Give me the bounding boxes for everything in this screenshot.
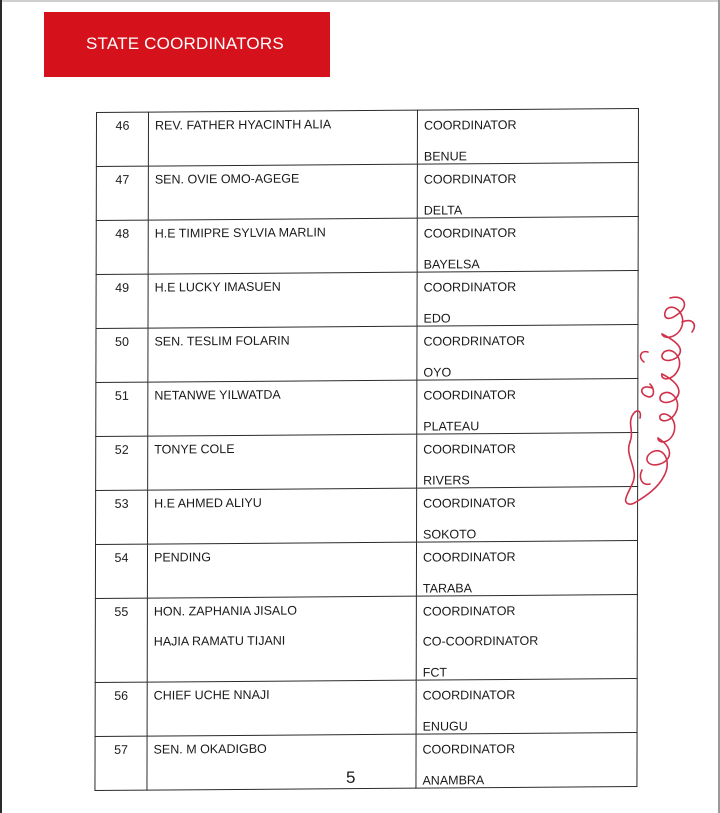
role-cell bbox=[417, 379, 638, 435]
page-edge-left bbox=[0, 0, 2, 813]
role-cell bbox=[416, 733, 637, 789]
state-name: EDO bbox=[423, 311, 451, 326]
name-cell bbox=[148, 164, 417, 220]
person-name: H.E AHMED ALIYU bbox=[154, 495, 262, 511]
role-cell bbox=[417, 163, 638, 219]
name-cell-inner bbox=[149, 219, 417, 241]
name-cell bbox=[148, 218, 417, 274]
name-cell bbox=[148, 434, 417, 490]
person-name: HON. ZAPHANIA JISALO bbox=[153, 603, 297, 619]
name-cell bbox=[148, 110, 417, 166]
row-number: 49 bbox=[96, 274, 148, 328]
coordinators-table bbox=[94, 108, 639, 791]
role-title: COORDINATOR bbox=[422, 741, 516, 757]
table-row bbox=[96, 433, 638, 491]
state-name: DELTA bbox=[423, 203, 463, 218]
role-title: COORDINATOR bbox=[423, 387, 516, 403]
name-cell-inner bbox=[148, 597, 416, 649]
state-name: BAYELSA bbox=[423, 257, 480, 272]
name-cell-inner bbox=[148, 327, 416, 349]
table-row bbox=[96, 109, 638, 167]
name-cell bbox=[148, 272, 417, 328]
role-title: COORDINATOR bbox=[422, 603, 516, 619]
row-number: 57 bbox=[95, 736, 147, 790]
row-number: 53 bbox=[96, 490, 148, 544]
name-cell bbox=[147, 542, 416, 598]
name-cell-inner bbox=[148, 681, 416, 703]
role-title: CO-COORDINATOR bbox=[422, 633, 539, 649]
table-row bbox=[95, 733, 637, 791]
role-cell bbox=[417, 217, 638, 273]
page-edge-top bbox=[0, 0, 720, 2]
name-cell bbox=[148, 488, 417, 544]
person-name: REV. FATHER HYACINTH ALIA bbox=[154, 117, 332, 133]
role-cell bbox=[417, 487, 638, 543]
state-name: FCT bbox=[422, 665, 448, 680]
coordinators-table-wrap bbox=[95, 108, 638, 788]
signature-icon bbox=[612, 292, 712, 514]
row-number: 52 bbox=[96, 436, 148, 490]
table-row bbox=[96, 163, 638, 221]
role-cell bbox=[416, 595, 637, 681]
role-cell bbox=[417, 433, 638, 489]
role-title: COORDINATOR bbox=[423, 171, 517, 187]
name-cell-inner bbox=[149, 111, 417, 133]
name-cell-inner bbox=[148, 489, 416, 511]
name-cell bbox=[147, 596, 416, 682]
name-cell-inner bbox=[148, 381, 416, 403]
role-cell bbox=[416, 679, 637, 735]
header-banner bbox=[44, 12, 330, 77]
person-name: H.E LUCKY IMASUEN bbox=[154, 279, 281, 295]
name-cell-inner bbox=[148, 435, 416, 457]
row-number: 50 bbox=[96, 328, 148, 382]
role-title: COORDINATOR bbox=[423, 441, 516, 457]
person-name: SEN. OVIE OMO-AGEGE bbox=[154, 171, 300, 187]
person-name: HAJIA RAMATU TIJANI bbox=[153, 633, 286, 649]
state-name: PLATEAU bbox=[423, 419, 480, 434]
role-title: COORDRINATOR bbox=[423, 333, 526, 349]
person-name: CHIEF UCHE NNAJI bbox=[153, 687, 270, 703]
state-name: ANAMBRA bbox=[422, 773, 485, 788]
name-cell-inner bbox=[149, 273, 417, 295]
state-name: TARABA bbox=[422, 581, 473, 596]
page-number: 5 bbox=[346, 768, 356, 787]
role-title: COORDINATOR bbox=[423, 495, 516, 511]
role-cell bbox=[416, 541, 637, 597]
table-row bbox=[95, 679, 637, 737]
signature-strokes bbox=[626, 297, 695, 504]
header-title: STATE COORDINATORS bbox=[86, 34, 284, 53]
row-number: 54 bbox=[95, 544, 147, 598]
table-row bbox=[95, 595, 637, 683]
role-cell bbox=[417, 271, 638, 327]
role-title: COORDINATOR bbox=[423, 225, 517, 241]
person-name: SEN. TESLIM FOLARIN bbox=[154, 333, 290, 349]
table-row bbox=[96, 217, 638, 275]
state-name: OYO bbox=[423, 365, 452, 380]
role-cell bbox=[417, 109, 638, 165]
role-title: COORDINATOR bbox=[423, 117, 517, 133]
name-cell-inner bbox=[148, 735, 416, 757]
name-cell bbox=[148, 380, 417, 436]
name-cell-inner bbox=[148, 543, 416, 565]
name-cell bbox=[147, 734, 416, 790]
role-cell bbox=[417, 325, 638, 381]
role-title: COORDINATOR bbox=[422, 687, 516, 703]
person-name: H.E TIMIPRE SYLVIA MARLIN bbox=[154, 225, 326, 241]
state-name: RIVERS bbox=[423, 473, 470, 488]
table-row bbox=[95, 541, 637, 599]
table-row bbox=[96, 271, 638, 329]
row-number: 51 bbox=[96, 382, 148, 436]
state-name: BENUE bbox=[423, 149, 467, 164]
table-row bbox=[96, 325, 638, 383]
name-cell bbox=[148, 326, 417, 382]
row-number: 46 bbox=[96, 112, 148, 166]
person-name: NETANWE YILWATDA bbox=[154, 387, 281, 403]
person-name: PENDING bbox=[153, 550, 211, 565]
name-cell-inner bbox=[149, 165, 417, 187]
role-title: COORDINATOR bbox=[423, 279, 517, 295]
row-number: 56 bbox=[95, 682, 147, 736]
name-cell bbox=[147, 680, 416, 736]
row-number: 55 bbox=[95, 598, 147, 682]
row-number: 47 bbox=[96, 166, 148, 220]
person-name: SEN. M OKADIGBO bbox=[153, 741, 267, 757]
state-name: ENUGU bbox=[422, 719, 468, 734]
state-name: SOKOTO bbox=[423, 527, 477, 542]
row-number: 48 bbox=[96, 220, 148, 274]
table-row bbox=[96, 487, 638, 545]
table-row bbox=[96, 379, 638, 437]
person-name: TONYE COLE bbox=[154, 441, 235, 457]
table-body bbox=[95, 109, 639, 791]
role-title: COORDINATOR bbox=[422, 549, 516, 565]
